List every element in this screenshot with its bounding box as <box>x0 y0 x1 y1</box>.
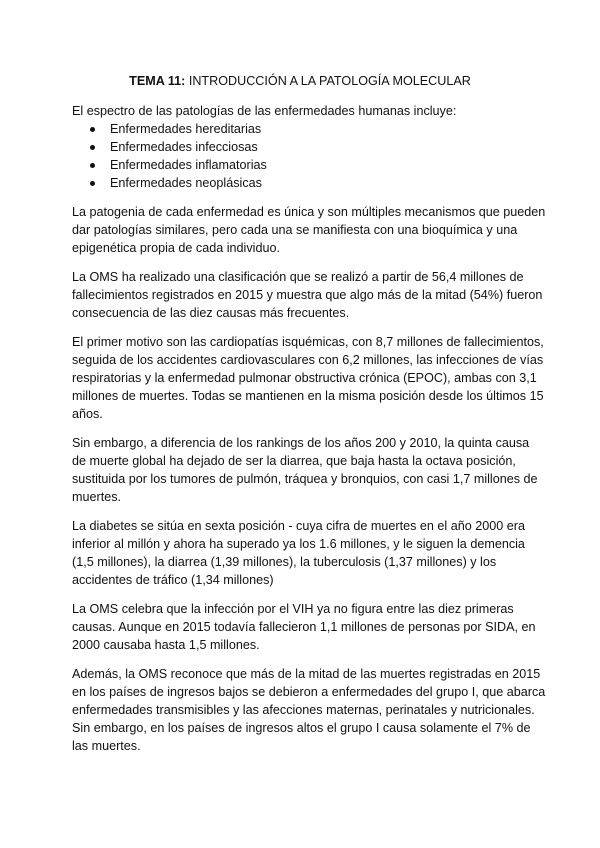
list-item <box>72 156 542 174</box>
paragraph-line: muertes. <box>72 490 121 504</box>
paragraph-line: las muertes. <box>72 739 141 753</box>
bullet-icon <box>90 181 95 186</box>
list-item-text: Enfermedades neoplásicas <box>110 176 262 190</box>
paragraph-line: fallecimientos registrados en 2015 y muestra que algo más de la mitad (54%) fueron <box>72 288 543 302</box>
intro-block <box>72 102 542 192</box>
title-label: TEMA 11: <box>129 74 186 88</box>
paragraph-line: respiratorias y la enfermedad pulmonar obstructiva crónica (EPOC), ambas con 3,1 <box>72 371 537 385</box>
paragraph <box>72 203 546 257</box>
paragraph-line: epigenética propia de cada individuo. <box>72 241 280 255</box>
paragraph <box>72 517 542 589</box>
paragraph-line: accidentes de tráfico (1,34 millones) <box>72 573 274 587</box>
paragraph-line: (1,5 millones), la diarrea (1,39 millones), la tuberculosis (1,37 millones) y los <box>72 555 497 569</box>
list-item <box>72 174 542 192</box>
paragraph-line: causas. Aunque en 2015 todavía fallecieron 1,1 millones de personas por SIDA, en <box>72 620 536 634</box>
list-item <box>72 138 542 156</box>
paragraph-line: años. <box>72 407 103 421</box>
paragraph <box>72 268 542 322</box>
paragraph-line: consecuencia de las diez causas más frecuentes. <box>72 306 350 320</box>
paragraph-line: Sin embargo, en los países de ingresos altos el grupo I causa solamente el 7% de <box>72 721 531 735</box>
paragraph-line: dar patologías similares, pero cada una se manifiesta con una bioquímica y una <box>72 223 518 237</box>
paragraph-line: El primer motivo son las cardiopatías isquémicas, con 8,7 millones de fallecimientos, <box>72 335 544 349</box>
intro-text: El espectro de las patologías de las enfermedades humanas incluye: <box>72 104 457 118</box>
page-title <box>0 72 600 90</box>
paragraph <box>72 434 542 506</box>
paragraph-line: La OMS ha realizado una clasificación que se realizó a partir de 56,4 millones de <box>72 270 524 284</box>
paragraph-line: inferior al millón y ahora ha superado ya los 1.6 millones, y le siguen la demencia <box>72 537 525 551</box>
bullet-list <box>72 120 542 192</box>
list-item-text: Enfermedades inflamatorias <box>110 158 267 172</box>
paragraph-line: seguida de los accidentes cardiovasculares con 6,2 millones, las infecciones de vías <box>72 353 544 367</box>
list-item-text: Enfermedades infecciosas <box>110 140 258 154</box>
paragraph <box>72 665 546 755</box>
list-item <box>72 120 542 138</box>
title-text: INTRODUCCIÓN A LA PATOLOGÍA MOLECULAR <box>185 74 471 88</box>
paragraph-line: de muerte global ha dejado de ser la diarrea, que baja hasta la octava posición, <box>72 454 516 468</box>
paragraph-line: en los países de ingresos bajos se debieron a enfermedades del grupo I, que abarca <box>72 685 546 699</box>
paragraph-line: La OMS celebra que la infección por el VIH ya no figura entre las diez primeras <box>72 602 514 616</box>
paragraph-line: 2000 causaba hasta 1,5 millones. <box>72 638 260 652</box>
bullet-icon <box>90 163 95 168</box>
paragraph <box>72 333 542 423</box>
list-item-text: Enfermedades hereditarias <box>110 122 262 136</box>
document-body <box>72 102 546 766</box>
paragraph-line: millones de muertes. Todas se mantienen en la misma posición desde los últimos 15 <box>72 389 544 403</box>
paragraph <box>72 600 542 654</box>
bullet-icon <box>90 145 95 150</box>
paragraph-line: enfermedades transmisibles y las afecciones maternas, perinatales y nutricionales. <box>72 703 535 717</box>
paragraph-line: Sin embargo, a diferencia de los rankings de los años 200 y 2010, la quinta causa <box>72 436 530 450</box>
paragraph-line: La diabetes se sitúa en sexta posición - cuya cifra de muertes en el año 2000 era <box>72 519 525 533</box>
paragraph-line: La patogenia de cada enfermedad es única y son múltiples mecanismos que pueden <box>72 205 546 219</box>
paragraph-line: sustituida por los tumores de pulmón, tráquea y bronquios, con casi 1,7 millones de <box>72 472 538 486</box>
bullet-icon <box>90 127 95 132</box>
paragraph-line: Además, la OMS reconoce que más de la mitad de las muertes registradas en 2015 <box>72 667 541 681</box>
